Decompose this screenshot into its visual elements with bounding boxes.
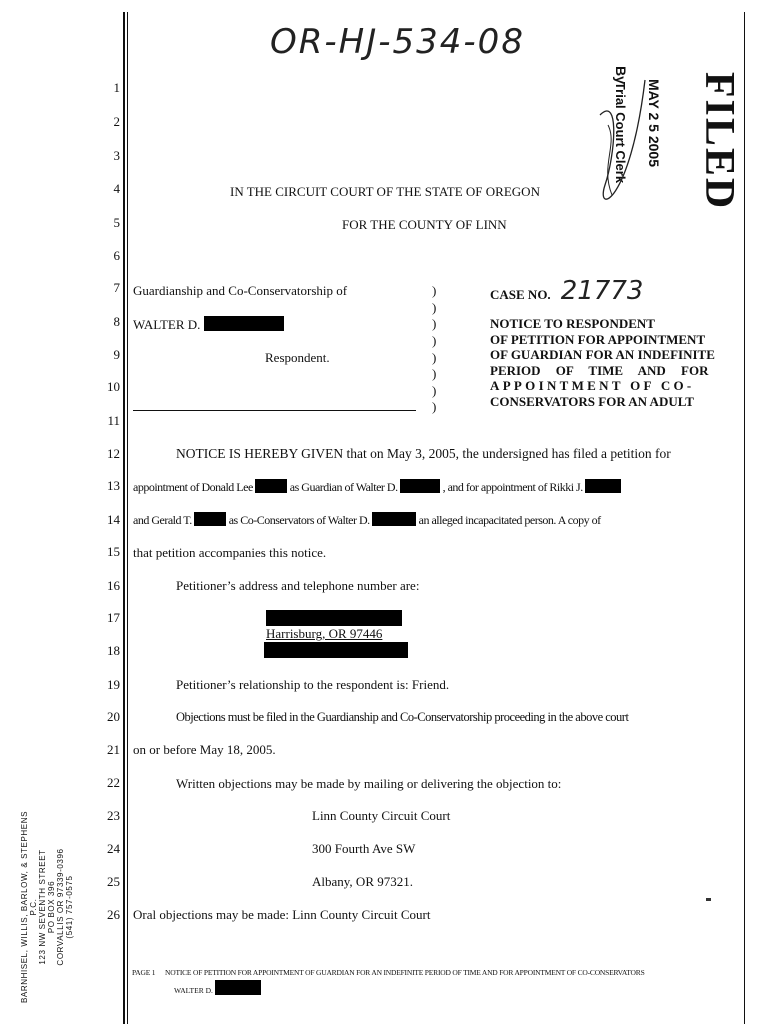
paren: ) [432, 383, 437, 398]
line-number: 18 [107, 643, 120, 658]
redaction-bar [400, 479, 440, 493]
text-segment: as Guardian of Walter D. [289, 480, 398, 494]
notice-title-line: OF GUARDIAN FOR AN INDEFINITE [490, 347, 715, 362]
notice-line-15: that petition accompanies this notice. [133, 545, 327, 560]
court-address-line3: Albany, OR 97321. [312, 874, 413, 889]
footer-name-line [174, 980, 261, 995]
notice-title-line: NOTICE TO RESPONDENT [490, 316, 655, 331]
petitioner-relationship: Petitioner’s relationship to the respondent is: Friend. [176, 677, 450, 692]
text-segment: and Gerald T. [133, 513, 192, 527]
court-heading-line2: FOR THE COUNTY OF LINN [342, 217, 507, 232]
line-number: 26 [107, 907, 120, 922]
stamp-filed-text: FILED [696, 71, 743, 211]
respondent-name: WALTER D. [133, 317, 201, 332]
line-number: 23 [107, 808, 120, 823]
line-number: 10 [107, 379, 120, 394]
redaction-bar [266, 610, 402, 626]
line-number: 25 [107, 874, 120, 889]
line-number: 20 [107, 709, 120, 724]
firm-city: CORVALLIS OR 97339-0396 [56, 848, 65, 966]
line-number: 8 [113, 314, 120, 329]
text-segment: appointment of Donald Lee [133, 480, 253, 494]
redaction-bar [255, 479, 287, 493]
clerk-signature [590, 75, 660, 215]
oral-objections: Oral objections may be made: Linn County Circuit Court [133, 907, 431, 922]
footer-name: WALTER D. [174, 986, 213, 995]
line-number: 14 [107, 512, 120, 527]
line-number: 2 [113, 114, 120, 129]
line-number: 15 [107, 544, 120, 559]
footer-title: NOTICE OF PETITION FOR APPOINTMENT OF GUARDIAN FOR AN INDEFINITE PERIOD OF TIME AND FOR APPOINTMENT OF CO-CONSERVATORS [165, 968, 645, 977]
line-number: 19 [107, 677, 120, 692]
paren: ) [432, 366, 437, 381]
left-margin-rule-inner [127, 12, 128, 1024]
notice-line-20: Objections must be filed in the Guardianship and Co-Conservatorship proceeding in the above court [176, 710, 629, 724]
line-number: 22 [107, 775, 120, 790]
petitioner-address-heading: Petitioner’s address and telephone number are: [176, 578, 420, 593]
line-number: 21 [107, 742, 120, 757]
caption-respondent-name [133, 316, 284, 333]
redaction-bar [215, 980, 261, 995]
petitioner-address-city: Harrisburg, OR 97446 [266, 626, 383, 641]
redaction-bar [264, 642, 408, 658]
notice-line-13 [133, 479, 621, 495]
notice-line-21: on or before May 18, 2005. [133, 742, 276, 757]
stamp-clerk: Trial Court Clerk [613, 81, 629, 184]
line-number: 11 [107, 413, 120, 428]
firm-phone: (541) 757-0575 [65, 875, 74, 939]
line-number: 3 [113, 148, 120, 163]
line-number: 1 [113, 80, 120, 95]
notice-title-line: OF PETITION FOR APPOINTMENT [490, 331, 706, 347]
footer-page: PAGE 1 [132, 968, 156, 977]
case-number [490, 276, 643, 306]
stray-mark [706, 898, 711, 901]
notice-line-12: NOTICE IS HEREBY GIVEN that on May 3, 2005, the undersigned has filed a petition for [176, 446, 671, 461]
line-number: 4 [113, 181, 120, 196]
case-no-value: 21773 [560, 276, 644, 306]
caption-role: Respondent. [265, 350, 330, 365]
line-number: 9 [113, 347, 120, 362]
paren: ) [432, 399, 437, 414]
line-number: 24 [107, 841, 120, 856]
firm-street: 123 NW SEVENTH STREET [38, 849, 47, 965]
notice-title [490, 316, 740, 409]
caption-underline [133, 410, 416, 411]
paren: ) [432, 333, 437, 348]
text-segment: as Co-Conservators of Walter D. [228, 513, 370, 527]
notice-title-line: PERIOD OF TIME AND FOR [490, 362, 709, 378]
paren: ) [432, 350, 437, 365]
paren: ) [432, 283, 437, 298]
line-number: 16 [107, 578, 120, 593]
written-objections: Written objections may be made by mailing or delivering the objection to: [176, 776, 562, 791]
notice-line-14 [133, 512, 601, 528]
caption-line1: Guardianship and Co-Conservatorship of [133, 283, 348, 298]
redaction-bar [204, 316, 284, 331]
notice-title-line: APPOINTMENT OF CO- [490, 378, 695, 393]
filed-stamp [590, 55, 743, 215]
line-number: 5 [113, 215, 120, 230]
handwritten-case-code: OR-HJ-534-08 [270, 22, 525, 62]
left-margin-rule-outer [123, 12, 125, 1024]
line-number: 12 [107, 446, 120, 461]
court-address-line2: 300 Fourth Ave SW [312, 841, 416, 856]
firm-po-box: PO BOX 396 [47, 880, 56, 934]
notice-title-line: CONSERVATORS FOR AN ADULT [490, 393, 694, 409]
stamp-by: By [612, 66, 629, 84]
redaction-bar [194, 512, 226, 526]
line-number: 13 [107, 478, 120, 493]
court-address-line1: Linn County Circuit Court [312, 808, 451, 823]
line-number: 7 [113, 280, 120, 295]
line-number: 17 [107, 610, 120, 625]
right-margin-rule [744, 12, 745, 1024]
paren: ) [432, 316, 437, 331]
court-heading-line1: IN THE CIRCUIT COURT OF THE STATE OF OREGON [230, 184, 540, 199]
paren: ) [432, 300, 437, 315]
case-no-label: CASE NO. [490, 287, 551, 302]
redaction-bar [585, 479, 621, 493]
line-number: 6 [113, 248, 120, 263]
text-segment: an alleged incapacitated person. A copy of [418, 513, 601, 527]
redaction-bar [372, 512, 416, 526]
text-segment: , and for appointment of Rikki J. [442, 480, 583, 494]
stamp-date: MAY 2 5 2005 [645, 79, 662, 167]
firm-sidebar [20, 802, 74, 1012]
footer [132, 968, 645, 977]
firm-name: BARNHISEL, WILLIS, BARLOW, & STEPHENS P.C. [20, 810, 38, 1004]
